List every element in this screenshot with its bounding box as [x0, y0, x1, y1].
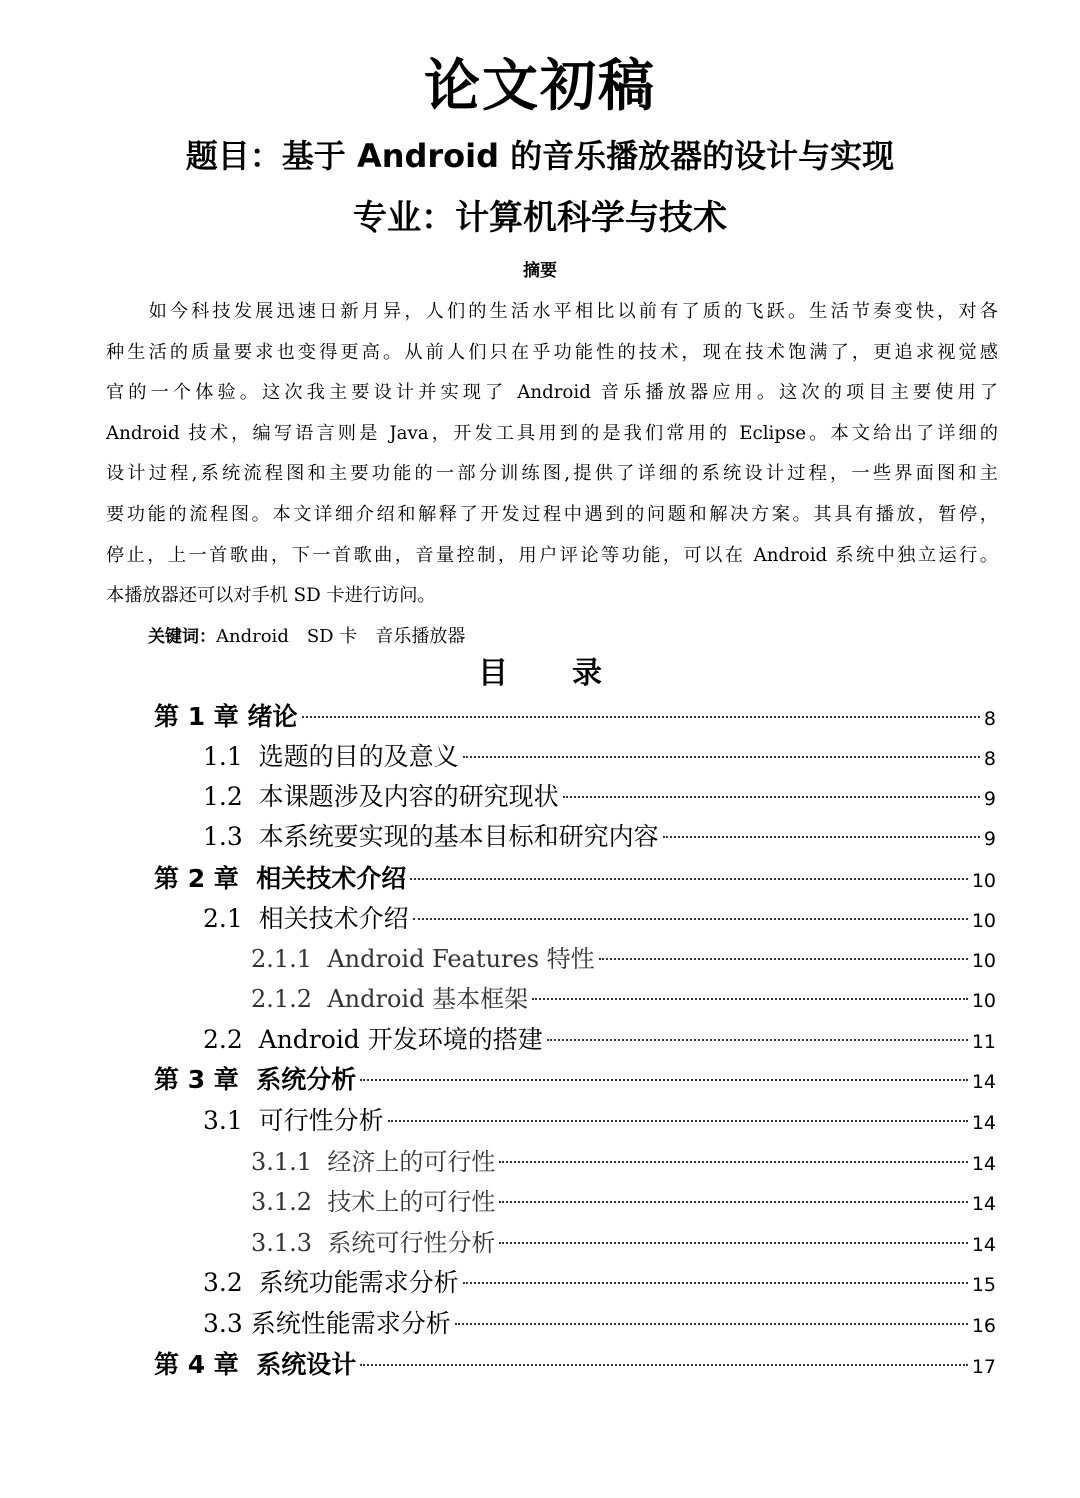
abstract-body	[106, 292, 998, 617]
toc-leader	[463, 756, 980, 758]
toc-page-number: 9	[983, 788, 996, 810]
abstract-line: 官的一个体验。这次我主要设计并实现了 Android 音乐播放器应用。这次的项目主要使用了	[106, 382, 998, 404]
toc-leader	[360, 1364, 968, 1366]
toc-entry[interactable]	[203, 777, 996, 817]
toc-entry-label: 第 4 章 系统设计	[154, 1350, 357, 1379]
toc-leader	[499, 1201, 967, 1203]
toc-leader	[547, 1039, 968, 1041]
toc-entry-label: 3.1 可行性分析	[203, 1106, 384, 1135]
abstract-line: 种生活的质量要求也变得更高。从前人们只在乎功能性的技术，现在技术饱满了，更追求视觉感	[106, 341, 998, 363]
toc-leader	[388, 1120, 968, 1122]
abstract-line: Android 技术，编写语言则是 Java，开发工具用到的是我们常用的 Eclipse。本文给出了详细的	[106, 422, 998, 444]
toc-entry[interactable]	[251, 979, 996, 1019]
toc-entry[interactable]	[154, 697, 996, 737]
abstract-line: 要功能的流程图。本文详细介绍和解释了开发过程中遇到的问题和解决方案。其具有播放，暂停，	[106, 503, 998, 525]
toc-leader	[302, 716, 980, 718]
toc-title	[0, 652, 1080, 696]
toc-leader	[563, 796, 980, 798]
toc-entry-label: 1.3 本系统要实现的基本目标和研究内容	[203, 822, 659, 851]
toc-entry[interactable]	[203, 1263, 996, 1303]
toc-entry[interactable]	[203, 899, 996, 939]
keywords-value: Android SD 卡 音乐播放器	[216, 626, 466, 647]
toc-page-number: 14	[971, 1193, 996, 1215]
toc-leader	[499, 1161, 967, 1163]
toc-entry-label: 1.1 选题的目的及意义	[203, 742, 459, 771]
toc-entry[interactable]	[251, 1182, 996, 1222]
toc-leader	[463, 1282, 968, 1284]
toc-entry-label: 第 2 章 相关技术介绍	[154, 864, 407, 893]
toc-entry-label: 2.1 相关技术介绍	[203, 904, 409, 933]
toc-page-number: 10	[971, 990, 996, 1012]
toc-entry-label: 3.3 系统性能需求分析	[203, 1309, 451, 1338]
toc-entry[interactable]	[154, 1060, 996, 1100]
toc-page-number: 14	[971, 1234, 996, 1256]
toc-entry[interactable]	[203, 737, 996, 777]
thesis-major: 专业：计算机科学与技术	[353, 198, 727, 238]
toc-entry[interactable]	[203, 817, 996, 857]
toc-entry[interactable]	[203, 1020, 996, 1060]
toc-page-number: 10	[971, 910, 996, 932]
abstract-line: 停止，上一首歌曲，下一首歌曲，音量控制，用户评论等功能，可以在 Android 系统中独立运行。	[106, 544, 998, 566]
toc-leader	[599, 958, 968, 960]
keywords	[148, 622, 465, 652]
toc-page-number: 10	[971, 870, 996, 892]
toc-page-number: 9	[983, 828, 996, 850]
toc-page-number: 14	[971, 1112, 996, 1134]
toc-entry-label: 3.1.1 经济上的可行性	[251, 1148, 496, 1176]
toc-entry-label: 第 3 章 系统分析	[154, 1065, 357, 1094]
toc-page-number: 16	[971, 1315, 996, 1337]
toc-leader	[413, 918, 968, 920]
toc-page-number: 8	[983, 748, 996, 770]
toc-page-number: 14	[971, 1153, 996, 1175]
toc-page-number: 10	[971, 950, 996, 972]
toc-leader	[499, 1242, 967, 1244]
toc-page-number: 14	[971, 1071, 996, 1093]
toc-page-number: 11	[971, 1031, 996, 1053]
document-title: 论文初稿	[424, 54, 656, 119]
toc-entry-label: 2.1.1 Android Features 特性	[251, 945, 595, 973]
toc-entry-label: 3.1.3 系统可行性分析	[251, 1229, 496, 1257]
toc-entry-label: 2.2 Android 开发环境的搭建	[203, 1025, 543, 1054]
toc-entry-label: 3.2 系统功能需求分析	[203, 1268, 459, 1297]
toc-entry-label: 3.1.2 技术上的可行性	[251, 1188, 496, 1216]
abstract-heading: 摘要	[523, 261, 557, 281]
toc-entry[interactable]	[203, 1304, 996, 1344]
toc-page-number: 17	[971, 1356, 996, 1378]
toc-entry[interactable]	[154, 859, 996, 899]
toc-entry-label: 2.1.2 Android 基本框架	[251, 985, 529, 1013]
toc-entry[interactable]	[251, 1223, 996, 1263]
abstract-line: 本播放器还可以对手机 SD 卡进行访问。	[106, 585, 436, 607]
keywords-label: 关键词：	[148, 627, 216, 647]
toc-entry[interactable]	[251, 1142, 996, 1182]
toc-entry-label: 1.2 本课题涉及内容的研究现状	[203, 782, 559, 811]
toc-entry[interactable]	[154, 1345, 996, 1385]
toc-entry[interactable]	[251, 939, 996, 979]
toc-leader	[663, 836, 980, 838]
toc-page-number: 8	[983, 708, 996, 730]
abstract-line: 如今科技发展迅速日新月异，人们的生活水平相比以前有了质的飞跃。生活节奏变快，对各	[106, 301, 998, 322]
toc-title-text: 目录	[478, 656, 666, 691]
thesis-topic: 题目：基于 Android 的音乐播放器的设计与实现	[185, 137, 895, 175]
toc-leader	[532, 998, 968, 1000]
toc-entry[interactable]	[203, 1101, 996, 1141]
toc-leader	[455, 1323, 968, 1325]
toc-leader	[410, 878, 968, 880]
toc-entry-label: 第 1 章 绪论	[154, 702, 298, 731]
toc-leader	[360, 1079, 968, 1081]
toc-page-number: 15	[971, 1274, 996, 1296]
abstract-line: 设计过程,系统流程图和主要功能的一部分训练图,提供了详细的系统设计过程，一些界面图和主	[106, 463, 998, 485]
